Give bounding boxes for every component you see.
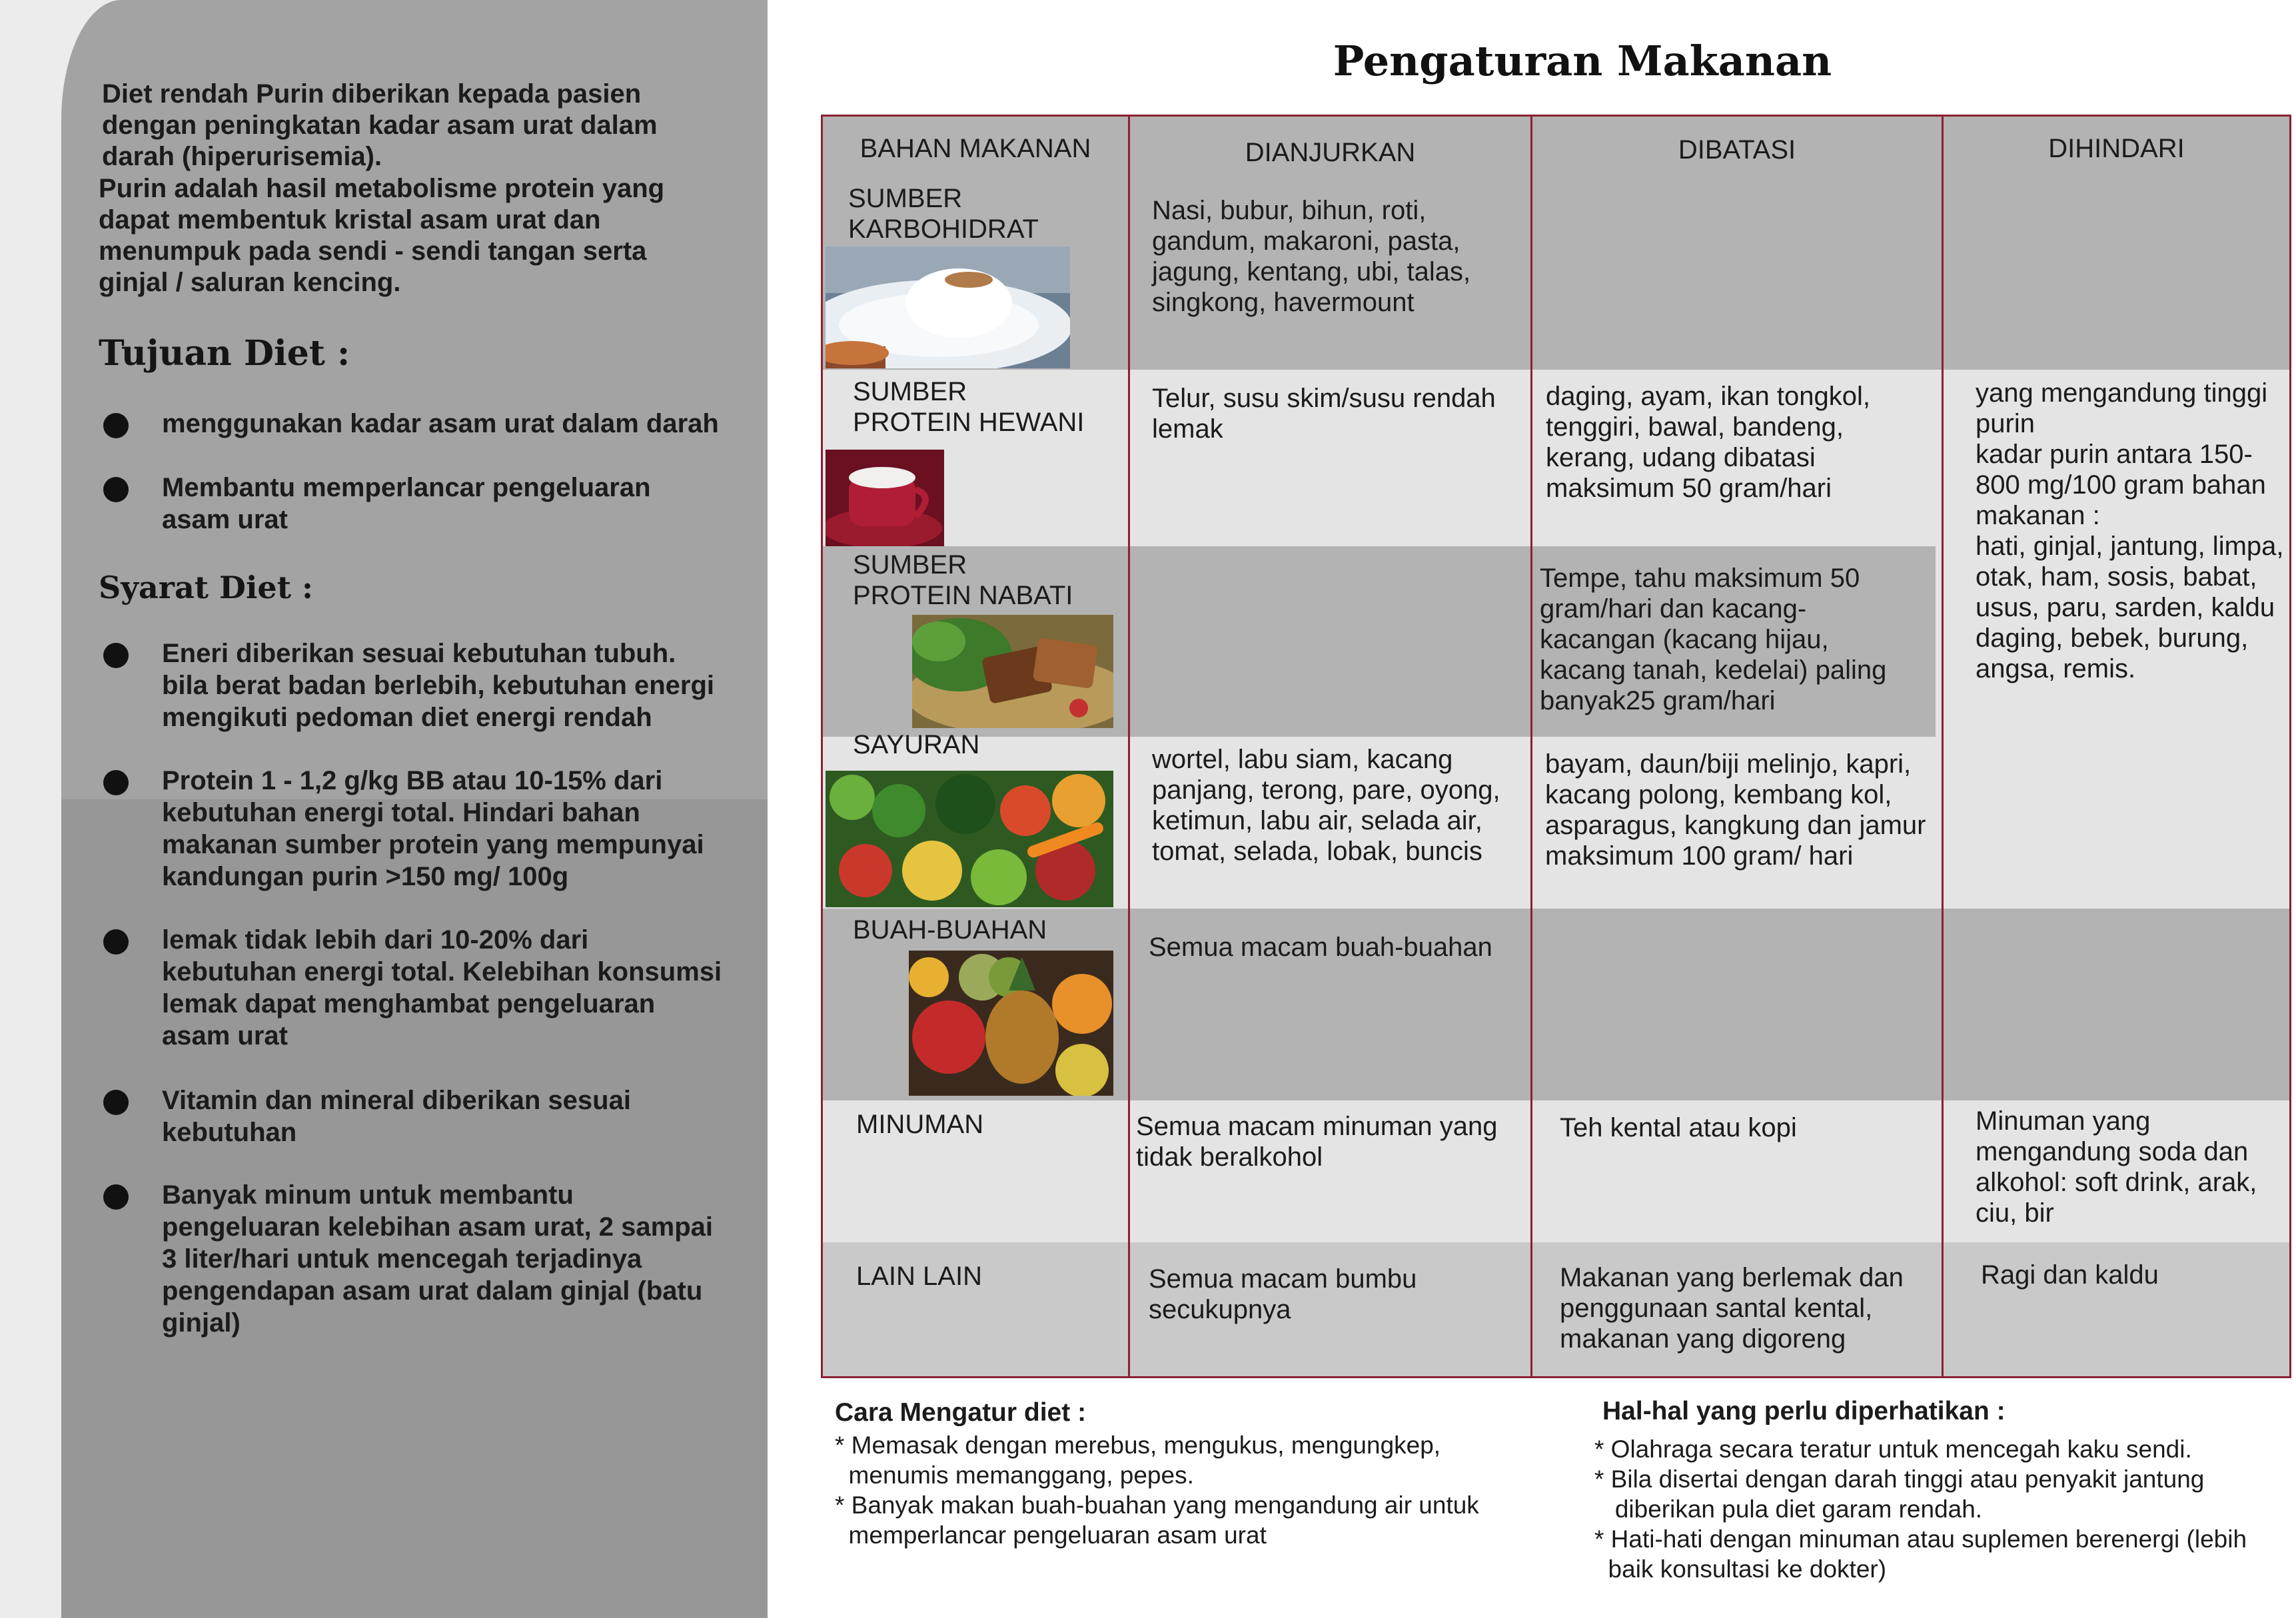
vegetables-image <box>826 771 1113 907</box>
bullet-dot-icon <box>103 1184 129 1210</box>
left-info-panel <box>0 0 768 1618</box>
tujuan-diet-heading: Tujuan Diet : <box>99 333 350 374</box>
hal-item: * Bila disertai dengan darah tinggi atau penyakit jantung diberikan pula diet garam rendah. <box>1594 1465 2205 1523</box>
tujuan-text: menggunakan kadar asam urat dalam darah <box>162 409 719 438</box>
header-bahan-makanan: BAHAN MAKANAN <box>860 134 1091 163</box>
syarat-text: Vitamin dan mineral diberikan sesuai kebutuhan <box>162 1086 631 1147</box>
lain-dianjurkan: Semua macam bumbu secukupnya <box>1149 1264 1417 1324</box>
rice-plate-image <box>826 246 1070 368</box>
tujuan-text: Membantu memperlancar pengeluaran asam urat <box>162 473 651 534</box>
lain-dihindari: Ragi dan kaldu <box>1981 1260 2159 1290</box>
header-dianjurkan: DIANJURKAN <box>1245 138 1416 167</box>
cara-item: * Memasak dengan merebus, mengukus, mengungkep, menumis memanggang, pepes. <box>835 1431 1441 1489</box>
buah-dianjurkan: Semua macam buah-buahan <box>1149 933 1492 962</box>
tempe-tofu-image <box>912 615 1113 728</box>
intro-line: darah (hiperurisemia). <box>102 142 382 171</box>
hal-title: Hal-hal yang perlu diperhatikan : <box>1602 1397 2006 1425</box>
header-dihindari: DIHINDARI <box>2048 134 2185 163</box>
category-karbohidrat: SUMBER KARBOHIDRAT <box>848 184 1039 244</box>
cara-title: Cara Mengatur diet : <box>835 1398 1087 1427</box>
purin-paragraph <box>99 173 664 298</box>
bullet-dot-icon <box>103 477 129 502</box>
header-dibatasi: DIBATASI <box>1678 135 1796 165</box>
syarat-text: lemak tidak lebih dari 10-20% dari kebutuhan energi total. Kelebihan konsumsi lemak dapat menghambat pengeluaran asam urat <box>162 925 722 1050</box>
cara-mengatur-diet <box>835 1398 1479 1550</box>
category-minuman: MINUMAN <box>856 1110 984 1139</box>
category-protein-hewani: SUMBER PROTEIN HEWANI <box>853 377 1085 437</box>
minuman-dibatasi: Teh kental atau kopi <box>1560 1113 1797 1142</box>
minuman-dihindari: Minuman yang mengandung soda dan alkohol: soft drink, arak, ciu, bir <box>1976 1106 2257 1228</box>
syarat-text: Eneri diberikan sesuai kebutuhan tubuh. bila berat badan berlebih, kebutuhan energi mengikuti pedoman diet energi rendah <box>162 639 715 732</box>
category-buah-buahan: BUAH-BUAHAN <box>853 915 1047 945</box>
syarat-diet-heading: Syarat Diet : <box>99 570 313 606</box>
milk-cup-image <box>826 450 944 546</box>
intro-line: menumpuk pada sendi - sendi tangan serta <box>99 236 647 266</box>
sayuran-dibatasi: bayam, daun/biji melinjo, kapri, kacang polong, kembang kol, asparagus, kangkung dan jamur maksimum 100 gram/ hari <box>1545 749 1926 871</box>
intro-line: Purin adalah hasil metabolisme protein yang <box>99 174 665 203</box>
hewani-dianjurkan: Telur, susu skim/susu rendah lemak <box>1152 384 1496 444</box>
hewani-dibatasi: daging, ayam, ikan tongkol, tenggiri, bawal, bandeng, kerang, udang dibatasi maksimum 50 gram/hari <box>1546 382 1870 503</box>
bullet-dot-icon <box>103 929 129 955</box>
column-divider <box>1942 117 1944 1376</box>
lain-dibatasi: Makanan yang berlemak dan penggunaan santal kental, makanan yang digoreng <box>1560 1263 1904 1354</box>
intro-line: Diet rendah Purin diberikan kepada pasien <box>102 79 642 109</box>
bullet-dot-icon <box>103 1090 129 1115</box>
minuman-dianjurkan: Semua macam minuman yang tidak beralkohol <box>1136 1112 1498 1172</box>
fruits-image <box>909 951 1113 1096</box>
hewani-dihindari: yang mengandung tinggi purin kadar purin antara 150- 800 mg/100 gram bahan makanan : hati, ginjal, jantung, limpa, otak, ham, sosis, babat, usus, paru, sarden, kaldu daging, bebek, burung, angsa, remis. <box>1976 378 2284 683</box>
bullet-dot-icon <box>103 413 129 438</box>
intro-line: dapat membentuk kristal asam urat dan <box>99 205 601 234</box>
column-divider <box>1128 117 1130 1376</box>
intro-line: ginjal / saluran kencing. <box>99 268 401 297</box>
category-lain-lain: LAIN LAIN <box>856 1262 982 1291</box>
page-title: Pengaturan Makanan <box>1333 37 1832 85</box>
cara-item: * Banyak makan buah-buahan yang mengandung air untuk memperlancar pengeluaran asam urat <box>835 1491 1479 1549</box>
hal-item: * Hati-hati dengan minuman atau suplemen berenergi (lebih baik konsultasi ke dokter) <box>1594 1525 2247 1583</box>
syarat-text: Protein 1 - 1,2 g/kg BB atau 10-15% dari kebutuhan energi total. Hindari bahan makanan sumber protein yang mempunyai kandungan purin >150 mg/ 100g <box>162 766 704 891</box>
hal-perlu-diperhatikan <box>1594 1396 2247 1584</box>
karbohidrat-dianjurkan: Nasi, bubur, bihun, roti, gandum, makaroni, pasta, jagung, kentang, ubi, talas, singkong, havermount <box>1152 196 1471 317</box>
intro-line: dengan peningkatan kadar asam urat dalam <box>102 111 658 140</box>
category-protein-nabati: SUMBER PROTEIN NABATI <box>853 550 1073 610</box>
intro-paragraph <box>102 79 658 173</box>
column-divider <box>1530 117 1532 1376</box>
bullet-dot-icon <box>103 643 129 668</box>
category-sayuran: SAYURAN <box>853 730 980 759</box>
syarat-text: Banyak minum untuk membantu pengeluaran kelebihan asam urat, 2 sampai 3 liter/hari untuk mencegah terjadinya pengendapan asam urat dalam ginjal (batu ginjal) <box>162 1180 713 1338</box>
bullet-dot-icon <box>103 770 129 795</box>
diet-table <box>821 115 2291 1378</box>
nabati-dibatasi: Tempe, tahu maksimum 50 gram/hari dan kacang- kacangan (kacang hijau, kacang tanah, kedelai) paling banyak25 gram/hari <box>1540 564 1887 715</box>
sayuran-dianjurkan: wortel, labu siam, kacang panjang, terong, pare, oyong, ketimun, labu air, selada air, tomat, selada, lobak, buncis <box>1152 745 1500 866</box>
hal-item: * Olahraga secara teratur untuk mencegah kaku sendi. <box>1594 1435 2192 1463</box>
